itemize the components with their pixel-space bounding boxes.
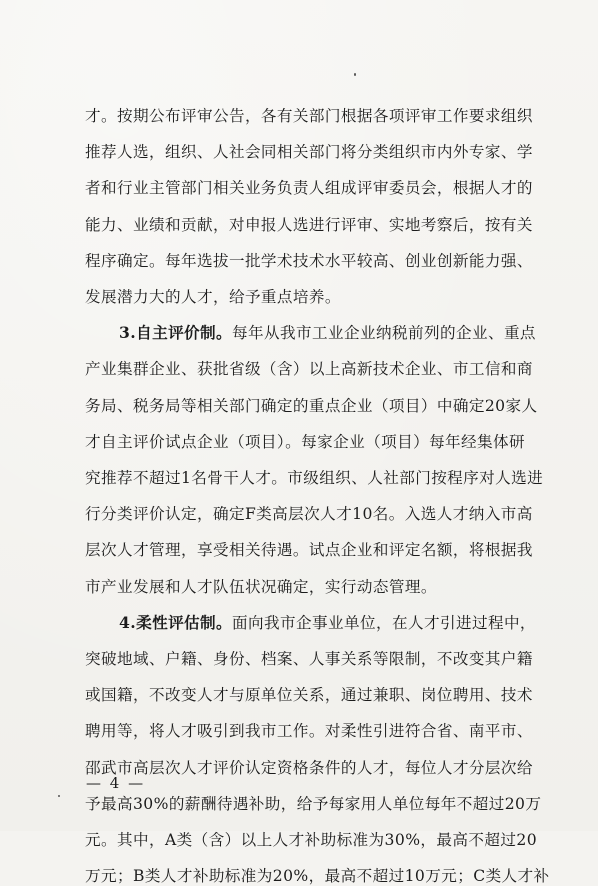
- text-line: 元。其中，A类（含）以上人才补助标准为30%，最高不超过20: [85, 831, 538, 849]
- text-line: 市产业发展和人才队伍状况确定，实行动态管理。: [85, 578, 437, 596]
- text-line: 聘用等，将人才吸引到我市工作。对柔性引进符合省、南平市、: [85, 722, 533, 740]
- text-line: 才。按期公布评审公告，各有关部门根据各项评审工作要求组织: [85, 107, 533, 125]
- text-line: 推荐人选，组织、人社会同相关部门将分类组织市内外专家、学: [85, 143, 533, 161]
- scan-speck: [354, 73, 356, 76]
- text-line: 究推荐不超过1名骨干人才。市级组织、人社部门按程序对人选进: [85, 469, 544, 487]
- text-line: 行分类评价认定，确定F类高层次人才10名。入选人才纳入市高: [85, 505, 533, 523]
- text-line: 发展潜力大的人才，给予重点培养。: [85, 288, 341, 306]
- text-line: 予最高30%的薪酬待遇补助，给予每家用人单位每年不超过20万: [85, 795, 542, 813]
- text-line: 或国籍，不改变人才与原单位关系，通过兼职、岗位聘用、技术: [85, 686, 533, 704]
- text-span: 面向我市企事业单位，在人才引进过程中，: [232, 614, 536, 632]
- page-number: — 4 —: [86, 774, 146, 792]
- text-line: 万元；B类人才补助标准为20%，最高不超过10万元；C类人才补: [85, 867, 550, 885]
- text-line: 才自主评价试点企业（项目）。每家企业（项目）每年经集体研: [85, 433, 526, 451]
- text-line: 程序确定。每年选拔一批学术技术水平较高、创业创新能力强、: [85, 252, 533, 270]
- section-lead-3: 3.自主评价制。: [119, 323, 233, 342]
- text-line: 能力、业绩和贡献，对申报人选进行评审、实地考察后，按有关: [85, 216, 533, 234]
- scan-speck: [58, 795, 60, 797]
- section-lead-4: 4.柔性评估制。: [119, 613, 233, 632]
- paragraph-heading-line: [119, 613, 536, 633]
- text-line: 层次人才管理，享受相关待遇。试点企业和评定名额，将根据我: [85, 541, 533, 559]
- text-line: 突破地域、户籍、身份、档案、人事关系等限制，不改变其户籍: [85, 650, 533, 668]
- text-line: 产业集群企业、获批省级（含）以上高新技术企业、市工信和商: [85, 360, 533, 378]
- text-line: 者和行业主管部门相关业务负责人组成评审委员会，根据人才的: [85, 179, 533, 197]
- text-line: 邵武市高层次人才评价认定资格条件的人才，每位人才分层次给: [85, 759, 533, 777]
- text-line: 务局、税务局等相关部门确定的重点企业（项目）中确定20家人: [85, 397, 538, 415]
- text-span: 每年从我市工业企业纳税前列的企业、重点: [232, 324, 536, 342]
- paragraph-heading-line: [119, 323, 536, 343]
